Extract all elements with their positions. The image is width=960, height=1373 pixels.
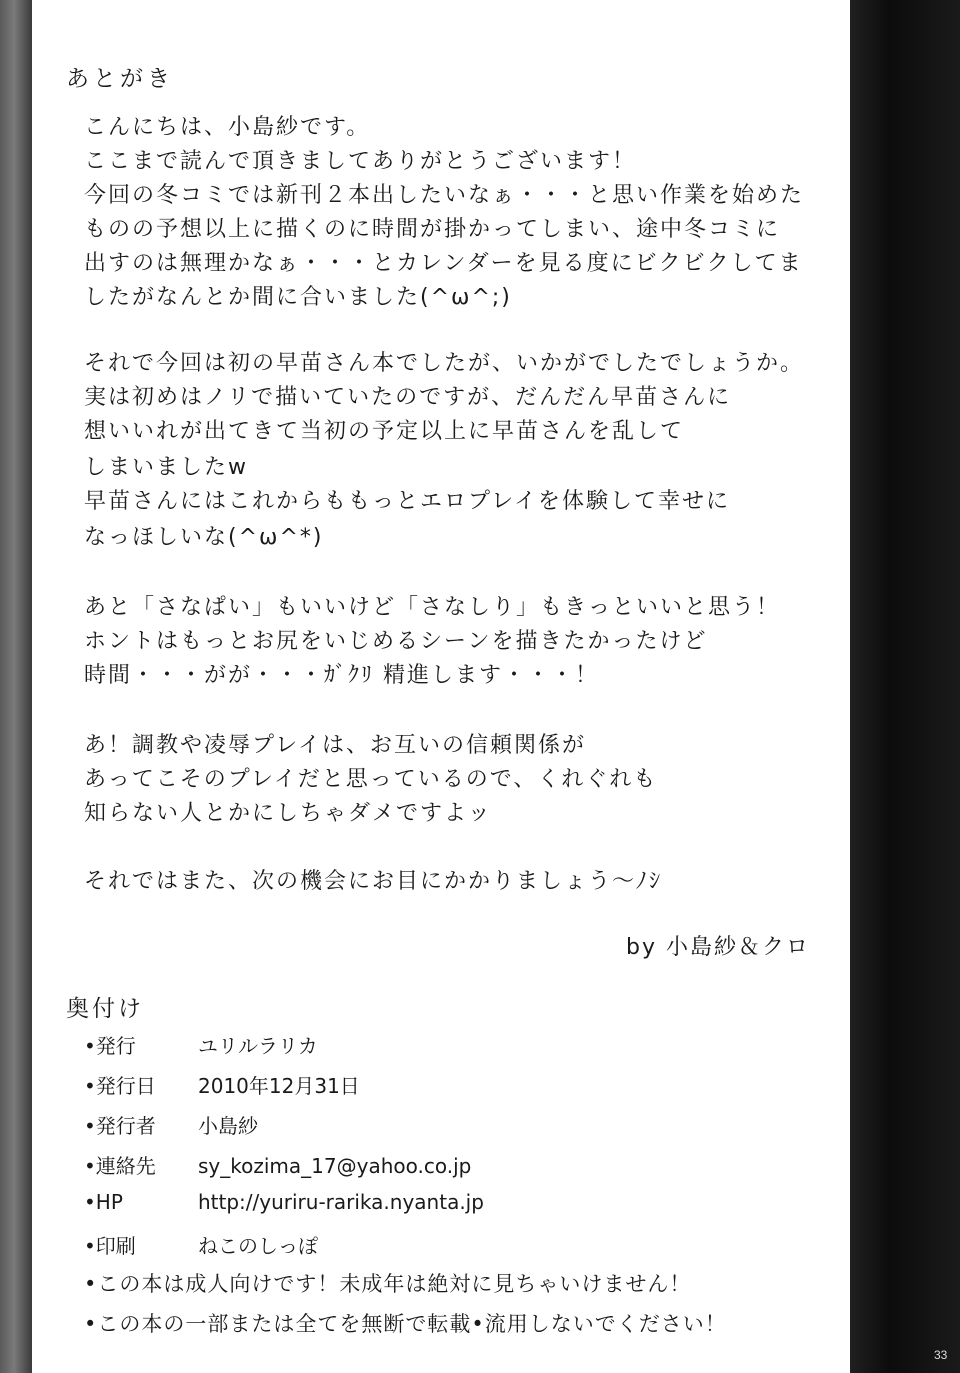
afterword-line: 出すのは無理かなぁ・・・とカレンダーを見る度にビクビクしてま [84,251,803,276]
colophon-row-homepage [84,1190,484,1214]
afterword-line: ここまで読んで頂きましてありがとうございます！ [84,149,637,174]
colophon-value: ねこのしっぽ [198,1234,318,1258]
colophon-row-printer [84,1230,318,1259]
afterword-title: あとがき [66,66,174,92]
colophon-label: •印刷 [84,1234,136,1258]
afterword-line: 想いいれが出てきて当初の予定以上に早苗さんを乱して [84,419,685,444]
colophon-title: 奥付け [66,996,144,1022]
afterword-line: あ！調教や凌辱プレイは、お互いの信頼関係が [84,733,587,758]
afterword-line: あってこそのプレイだと思っているので、くれぐれも [84,767,658,792]
scan-left-edge [0,0,32,1373]
afterword-line: したがなんとか間に合いました(^ω^;) [84,285,512,310]
afterword-line: それで今回は初の早苗さん本でしたが、いかがでしたでしょうか。 [84,351,805,376]
colophon-value: 2010年12月31日 [198,1074,360,1098]
afterword-line: こんにちは、小島紗です。 [84,115,371,140]
afterword-line: 実は初めはノリで描いていたのですが、だんだん早苗さんに [84,385,732,410]
colophon-label: •連絡先 [84,1154,156,1178]
colophon-row-date [84,1070,360,1099]
colophon-label: •発行 [84,1034,136,1058]
colophon-value: http://yuriru-rarika.nyanta.jp [198,1190,484,1214]
afterword-line: しまいましたw [84,455,248,480]
colophon-row-issuer [84,1110,258,1139]
afterword-line: 早苗さんにはこれからももっとエロプレイを体験して幸せに [84,489,731,514]
afterword-line: ホントはもっとお尻をいじめるシーンを描きたかったけど [84,629,708,654]
colophon-value: sy_kozima_17@yahoo.co.jp [198,1154,472,1178]
colophon-value: ユリルラリカ [198,1034,318,1058]
colophon-notice: •この本の一部または全てを無断で転載•流用しないでください！ [84,1312,727,1336]
colophon-value: 小島紗 [198,1114,258,1138]
scan-right-edge [850,0,960,1373]
afterword-line: あと「さなぱい」もいいけど「さなしり」もきっといいと思う！ [84,595,781,620]
afterword-line: ものの予想以上に描くのに時間が掛かってしまい、途中冬コミに [84,217,781,242]
afterword-line: なっほしいな(^ω^*) [84,525,324,550]
afterword-signature: by 小島紗＆クロ [626,935,810,960]
colophon-label: •HP [84,1190,123,1214]
afterword-line: 今回の冬コミでは新刊２本出したいなぁ・・・と思い作業を始めた [84,183,805,208]
colophon-row-publisher [84,1030,318,1059]
afterword-line: それではまた、次の機会にお目にかかりましょう～ﾉｼ [84,869,663,894]
page-number: 33 [934,1348,948,1362]
afterword-line: 時間・・・がが・・・ｶﾞｸﾘ 精進します・・・！ [84,663,599,688]
page-sheet [32,0,850,1373]
colophon-row-contact [84,1150,471,1179]
afterword-line: 知らない人とかにしちゃダメですよッ [84,801,492,826]
colophon-label: •発行者 [84,1114,156,1138]
colophon-label: •発行日 [84,1074,156,1098]
colophon-notice: •この本は成人向けです！未成年は絶対に見ちゃいけません！ [84,1272,692,1296]
